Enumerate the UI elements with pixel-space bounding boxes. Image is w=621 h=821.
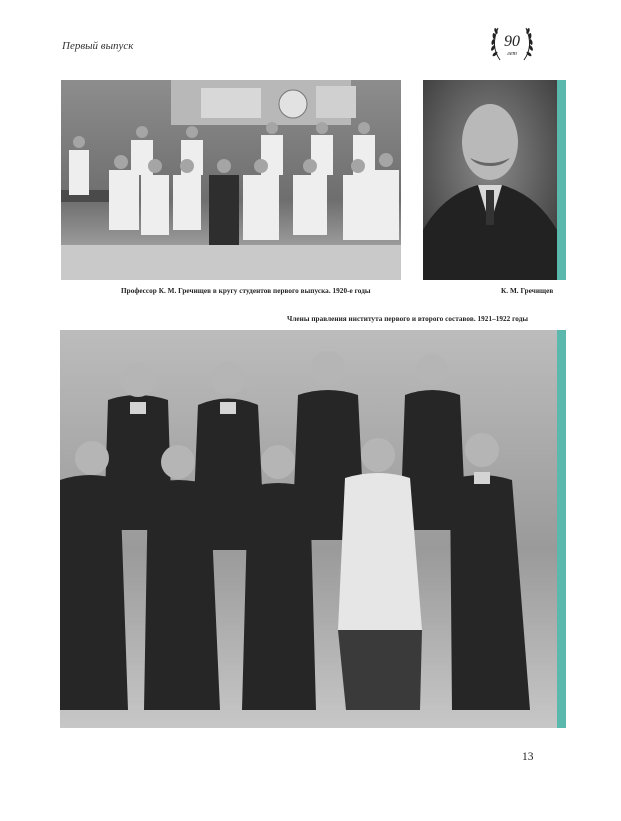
accent-bar-top [557, 80, 566, 280]
anniversary-emblem [486, 20, 538, 66]
students-group-photo [61, 80, 401, 280]
laurel-wreath-icon [486, 20, 538, 66]
accent-bar-bottom [557, 330, 566, 728]
running-title: Первый выпуск [62, 40, 134, 52]
portrait-caption: К. М. Гречищев [501, 287, 554, 295]
board-members-photo [60, 330, 557, 728]
students-group-caption: Профессор К. М. Гречищев в кругу студентов первого выпуска. 1920-е годы [121, 287, 371, 295]
board-members-caption: Члены правления института первого и второго составов. 1921–1922 годы [287, 315, 529, 323]
page-number: 13 [522, 751, 534, 763]
emblem-number: 90 [504, 33, 520, 50]
emblem-years-label: лет [507, 51, 517, 57]
portrait-photo [423, 80, 557, 280]
